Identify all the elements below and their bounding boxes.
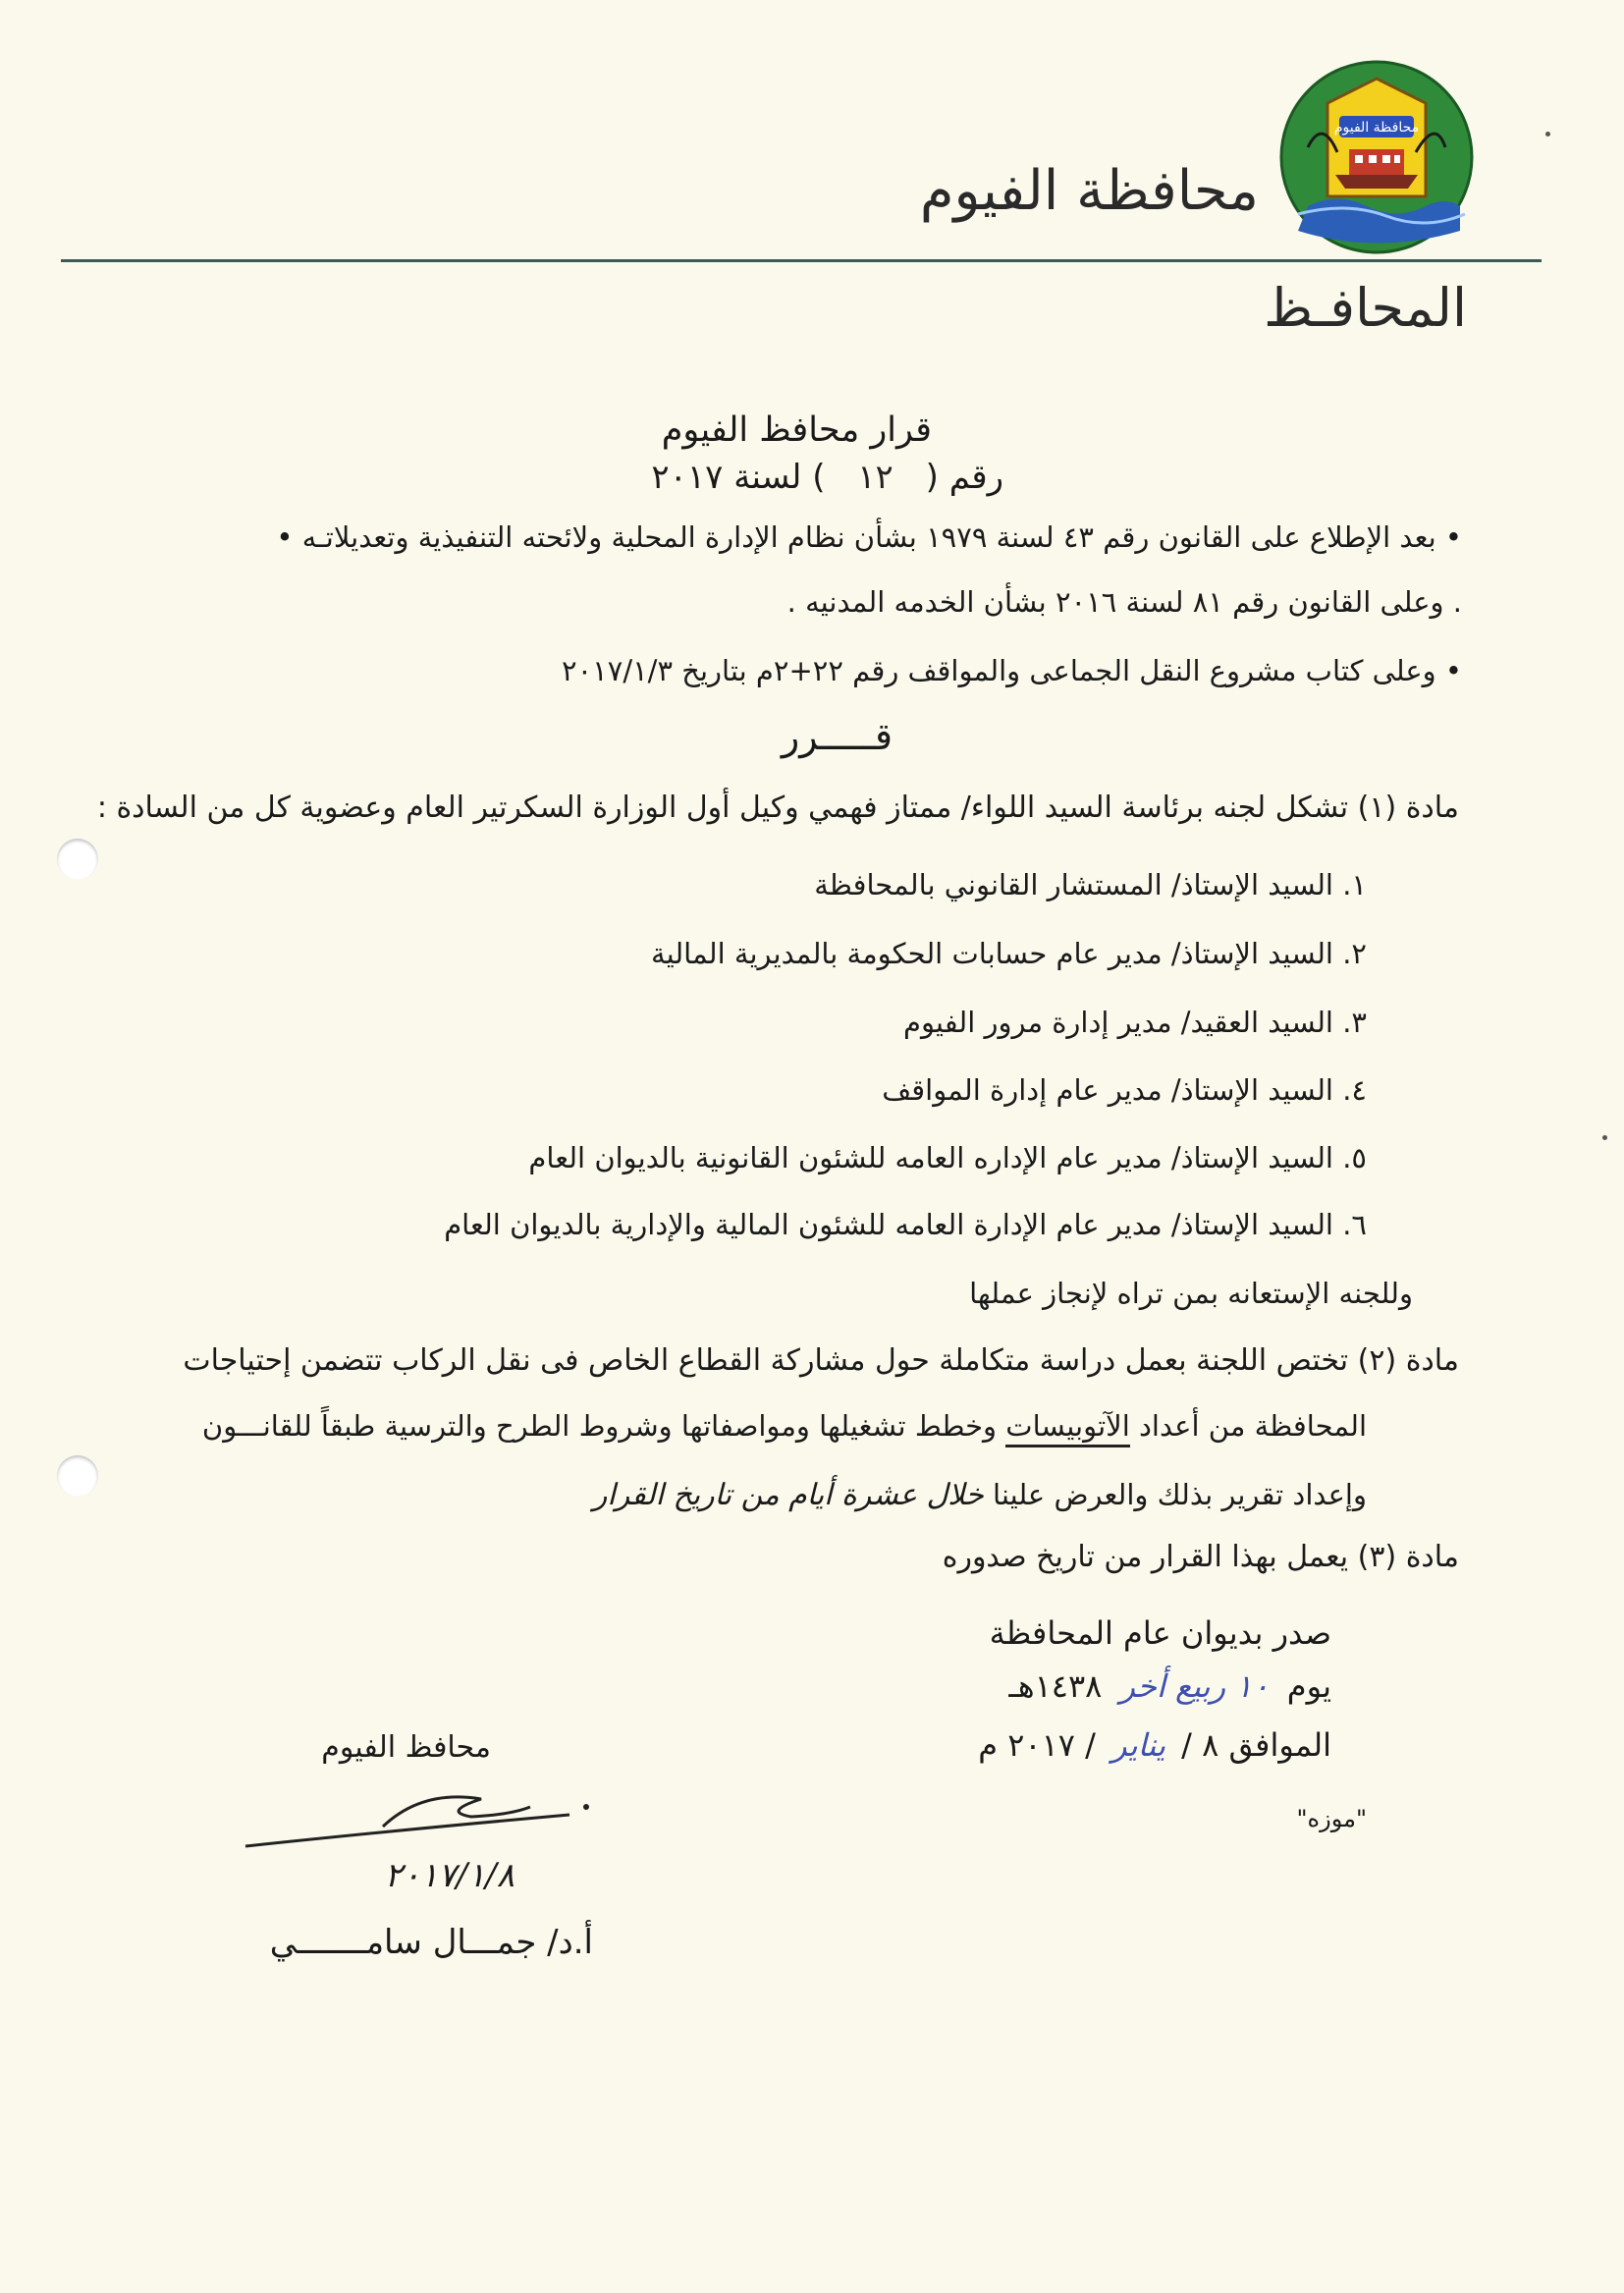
punch-hole-bottom xyxy=(57,1455,98,1497)
issued-day-handwritten: ١٠ ربيع أخر xyxy=(1119,1667,1270,1705)
issued-hijri-year: ١٤٣٨هـ xyxy=(1008,1667,1103,1705)
issued-month-handwritten: يناير xyxy=(1111,1726,1165,1764)
article-1-text: مادة (١) تشكل لجنه برئاسة السيد اللواء/ ممتاز فهمي وكيل أول الوزارة السكرتير العام وعضوية كل من السادة : xyxy=(96,791,1459,825)
preamble-line: . وعلى القانون رقم ٨١ لسنة ٢٠١٦ بشأن الخدمه المدنيه . xyxy=(786,585,1462,619)
decided-heading: قـــــرر xyxy=(781,715,893,758)
article-2-line xyxy=(593,1478,1367,1512)
handwritten-insertion: خلال عشرة أيام من تاريخ القرار xyxy=(592,1478,984,1512)
decree-number-value: ١٢ xyxy=(857,458,893,497)
underlined-word: الآتوبيسات xyxy=(1005,1409,1129,1447)
committee-member: ٦. السيد الإستاذ/ مدير عام الإدارة العامه للشئون المالية والإدارية بالديوان العام xyxy=(444,1208,1367,1241)
issued-at: صدر بديوان عام المحافظة xyxy=(989,1614,1331,1652)
seal-text: محافظة الفيوم xyxy=(1333,120,1420,136)
issued-corresponding-label: الموافق ٨ / xyxy=(1181,1726,1331,1764)
decree-number-prefix: رقم ( xyxy=(925,458,1003,497)
article-2-line: مادة (٢) تختص اللجنة بعمل دراسة متكاملة حول مشاركة القطاع الخاص فى نقل الركاب تتضمن إحتياجات xyxy=(183,1343,1459,1378)
decree-title: قرار محافظ الفيوم xyxy=(661,410,932,450)
issued-day-line xyxy=(1008,1667,1331,1705)
stray-mark xyxy=(1602,1135,1607,1140)
committee-member: ٥. السيد الإستاذ/ مدير عام الإداره العامه للشئون القانونية بالديوان العام xyxy=(528,1141,1367,1174)
decree-number-suffix: ) لسنة ٢٠١٧ xyxy=(651,458,826,497)
preamble-line: • وعلى كتاب مشروع النقل الجماعى والمواقف رقم ٢٢+٢م بتاريخ ٢٠١٧/١/٣ xyxy=(562,654,1462,687)
article-3-text: مادة (٣) يعمل بهذا القرار من تاريخ صدوره xyxy=(942,1540,1459,1574)
decree-number-line xyxy=(651,458,1003,497)
governorate-seal-logo xyxy=(1278,59,1475,255)
article-2-line xyxy=(202,1409,1367,1443)
header-divider xyxy=(61,259,1542,262)
punch-hole-top xyxy=(57,839,98,880)
committee-member: ٣. السيد العقيد/ مدير إدارة مرور الفيوم xyxy=(903,1006,1367,1039)
stray-mark xyxy=(1545,132,1550,136)
article-2-text: وإعداد تقرير بذلك والعرض علينا xyxy=(992,1478,1367,1511)
signature-date-handwritten: ٢٠١٧/١/٨ xyxy=(384,1856,514,1895)
signature-scribble xyxy=(236,1777,609,1856)
issued-greg-year: / ٢٠١٧ م xyxy=(978,1726,1096,1764)
signatory-name: أ.د/ جمـــال سامـــــــي xyxy=(269,1923,593,1962)
article-2-text: المحافظة من أعداد xyxy=(1129,1409,1367,1443)
committee-member: ٢. السيد الإستاذ/ مدير عام حسابات الحكومة بالمديرية المالية xyxy=(651,937,1367,970)
signatory-role: محافظ الفيوم xyxy=(321,1730,491,1765)
issued-day-label: يوم xyxy=(1286,1667,1331,1705)
committee-member: ١. السيد الإستاذ/ المستشار القانوني بالمحافظة xyxy=(814,868,1367,901)
committee-member: ٤. السيد الإستاذ/ مدير عام إدارة المواقف xyxy=(882,1073,1367,1107)
typist-initials: "موزه" xyxy=(1296,1805,1367,1832)
office-title: المحافـظ xyxy=(1264,277,1467,339)
preamble-line: • بعد الإطلاع على القانون رقم ٤٣ لسنة ١٩٧٩ بشأن نظام الإدارة المحلية ولائحته التنفيذية وتعديلاتـه • xyxy=(276,520,1462,554)
committee-note: وللجنه الإستعانه بمن تراه لإنجاز عملها xyxy=(969,1277,1413,1310)
article-2-text: وخطط تشغيلها ومواصفاتها وشروط الطرح والترسية طبقاً للقانـــون xyxy=(201,1409,1006,1443)
governorate-name: محافظة الفيوم xyxy=(919,159,1259,223)
issued-date-line xyxy=(978,1726,1331,1764)
